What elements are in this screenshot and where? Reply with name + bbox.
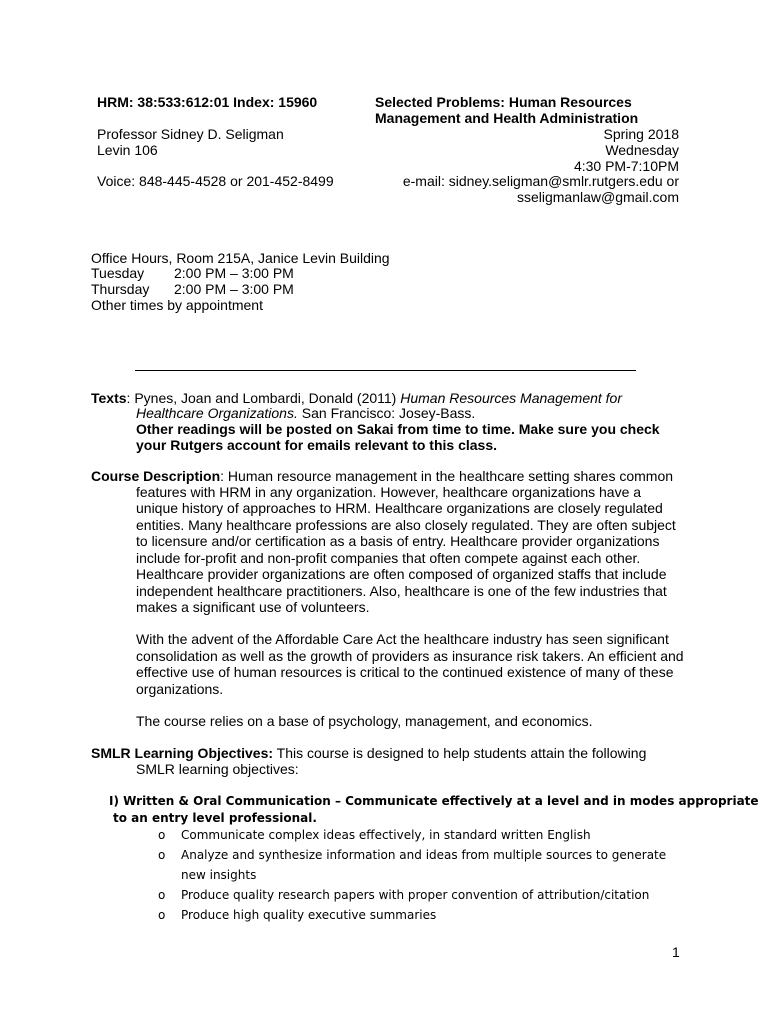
- course-description-line: to licensure and/or certification as a basis of entry. Healthcare provider organizations: [136, 533, 660, 549]
- course-description-p3: The course relies on a base of psychology, management, and economics.: [136, 713, 593, 729]
- smlr-line-2: SMLR learning objectives:: [136, 761, 299, 777]
- course-title-line-1: Selected Problems: Human Resources: [375, 94, 632, 110]
- bullet-icon: o: [158, 888, 166, 902]
- course-description-p2-line: effective use of human resources is critical to the continued existence of many of these: [136, 664, 674, 680]
- professor-name: Professor Sidney D. Seligman: [97, 126, 284, 142]
- course-description-line: include for-profit and non-profit companies that often compete against each other.: [136, 550, 641, 566]
- objective-bullet: o Produce quality research papers with proper convention of attribution/citation: [0, 885, 770, 905]
- email-line-1: e-mail: sidney.seligman@smlr.rutgers.edu or: [402, 173, 679, 189]
- course-description-p2-line: consolidation as well as the growth of providers as insurance risk takers. An efficient and: [136, 648, 684, 664]
- page-number: 1: [672, 944, 680, 960]
- bullet-icon: o: [158, 908, 166, 922]
- course-description-p2-line: With the advent of the Affordable Care Act the healthcare industry has seen significant: [136, 631, 669, 647]
- course-description-line: entities. Many healthcare professions are also closely regulated. They are often subject: [136, 517, 676, 533]
- course-description-line: unique history of approaches to HRM. Healthcare organizations are closely regulated: [136, 500, 663, 516]
- office-hours-other: Other times by appointment: [91, 297, 263, 313]
- smlr-label: SMLR Learning Objectives:: [91, 745, 274, 761]
- course-description-line: independent healthcare practitioners. Also, healthcare is one of the few industries that: [136, 583, 667, 599]
- course-description-line: Course Description: Human resource management in the healthcare setting shares common: [91, 468, 674, 484]
- office-hours-day: Tuesday: [91, 265, 145, 281]
- office-hours-day: Thursday: [91, 281, 150, 297]
- texts-citation-authors: : Pynes, Joan and Lombardi, Donald (2011): [126, 390, 401, 406]
- objective-bullet: o Communicate complex ideas effectively, in standard written English: [0, 825, 770, 845]
- class-time: 4:30 PM-7:10PM: [573, 158, 679, 174]
- course-description-line: makes a significant use of volunteers.: [136, 599, 370, 615]
- office-location: Levin 106: [97, 142, 158, 158]
- texts-note-line-2: your Rutgers account for emails relevant to this class.: [136, 437, 497, 453]
- texts-line-2: [136, 405, 475, 422]
- email-line-2: sseligmanlaw@gmail.com: [516, 189, 679, 205]
- texts-book-title-cont: Healthcare Organizations.: [136, 405, 298, 421]
- bullet-icon: o: [158, 848, 166, 862]
- course-title-line-2: Management and Health Administration: [375, 110, 639, 126]
- bullet-icon: o: [158, 828, 166, 842]
- course-description-line: Healthcare provider organizations are often composed of organized staffs that include: [136, 566, 667, 582]
- objective-bullet: o Produce high quality executive summaries: [0, 905, 770, 925]
- course-code: HRM: 38:533:612:01 Index: 15960: [97, 94, 318, 110]
- course-description-p2-line: organizations.: [136, 681, 224, 697]
- course-description-line: features with HRM in any organization. However, healthcare organizations have a: [136, 484, 642, 500]
- course-description-label: Course Description: [91, 468, 221, 484]
- class-day: Wednesday: [605, 142, 679, 158]
- texts-note-line-1: Other readings will be posted on Sakai from time to time. Make sure you check: [136, 421, 660, 437]
- section-divider: [135, 370, 636, 371]
- term: Spring 2018: [603, 126, 679, 142]
- voice-phone: Voice: 848-445-4528 or 201-452-8499: [97, 173, 334, 189]
- objective-heading-cont: to an entry level professional.: [113, 811, 317, 825]
- texts-book-title: Human Resources Management for: [400, 390, 623, 406]
- texts-publisher: San Francisco: Josey-Bass.: [297, 405, 476, 421]
- smlr-line-1: SMLR Learning Objectives: This course is designed to help students attain the following: [91, 745, 647, 761]
- office-hours-time: 2:00 PM – 3:00 PM: [174, 265, 294, 281]
- texts-label: Texts: [91, 390, 127, 406]
- office-hours-location: Office Hours, Room 215A, Janice Levin Building: [91, 250, 390, 266]
- objective-bullet: o Analyze and synthesize information and ideas from multiple sources to generate new insights: [0, 845, 770, 885]
- objective-heading: I) Written & Oral Communication – Communicate effectively at a level and in modes appropriate: [109, 794, 759, 808]
- office-hours-time: 2:00 PM – 3:00 PM: [174, 281, 294, 297]
